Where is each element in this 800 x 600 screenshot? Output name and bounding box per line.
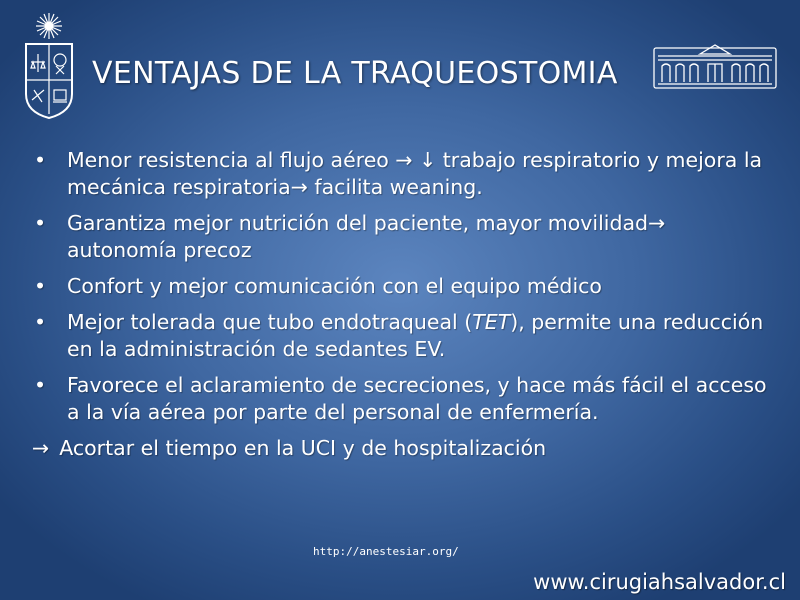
bullet-item: [30, 273, 770, 300]
bullet-item: [30, 309, 770, 363]
bullet-list: [30, 147, 770, 426]
bullet-item: [30, 210, 770, 264]
bullet-text: autonomía precoz: [67, 238, 252, 262]
conclusion-line: [30, 435, 770, 462]
bullet-text: Mejor tolerada que tubo endotraqueal (: [67, 310, 473, 334]
bullet-marker: •: [34, 373, 47, 397]
bullet-text: Favorece el aclaramiento de secreciones, y hace más fácil el acceso a la vía aérea por parte del personal de enfermería.: [67, 373, 767, 424]
hospital-building-icon: [652, 42, 778, 92]
bullet-emphasis: TET: [472, 310, 511, 334]
bullet-item: [30, 372, 770, 426]
conclusion-text: Acortar el tiempo en la UCI y de hospitalización: [59, 436, 547, 460]
bullet-marker: •: [34, 274, 47, 298]
bullet-text: trabajo respiratorio y mejora la mecánica respiratoria: [67, 148, 763, 199]
slide-title: VENTAJAS DE LA TRAQUEOSTOMIA: [92, 56, 618, 91]
bullet-marker: •: [34, 148, 47, 172]
slide-content: [30, 147, 770, 462]
bullet-text: Garantiza mejor nutrición del paciente, mayor movilidad: [67, 211, 649, 235]
footer-website: www.cirugiahsalvador.cl: [533, 570, 786, 594]
university-coat-of-arms-icon: [22, 10, 76, 122]
bullet-marker: •: [34, 310, 47, 334]
arrow-right-icon: →: [32, 436, 50, 460]
bullet-text: Confort y mejor comunicación con el equipo médico: [67, 274, 602, 298]
bullet-marker: •: [34, 211, 47, 235]
arrow-symbol: → ↓: [395, 148, 443, 172]
bullet-item: [30, 147, 770, 201]
source-link[interactable]: http://anestesiar.org/: [313, 545, 459, 558]
bullet-text: ), permite una reducción en la administración de sedantes EV.: [67, 310, 764, 361]
arrow-symbol: →: [648, 211, 666, 235]
bullet-text: facilita weaning.: [314, 175, 483, 199]
arrow-symbol: →: [290, 175, 315, 199]
bullet-text: Menor resistencia al flujo aéreo: [67, 148, 396, 172]
